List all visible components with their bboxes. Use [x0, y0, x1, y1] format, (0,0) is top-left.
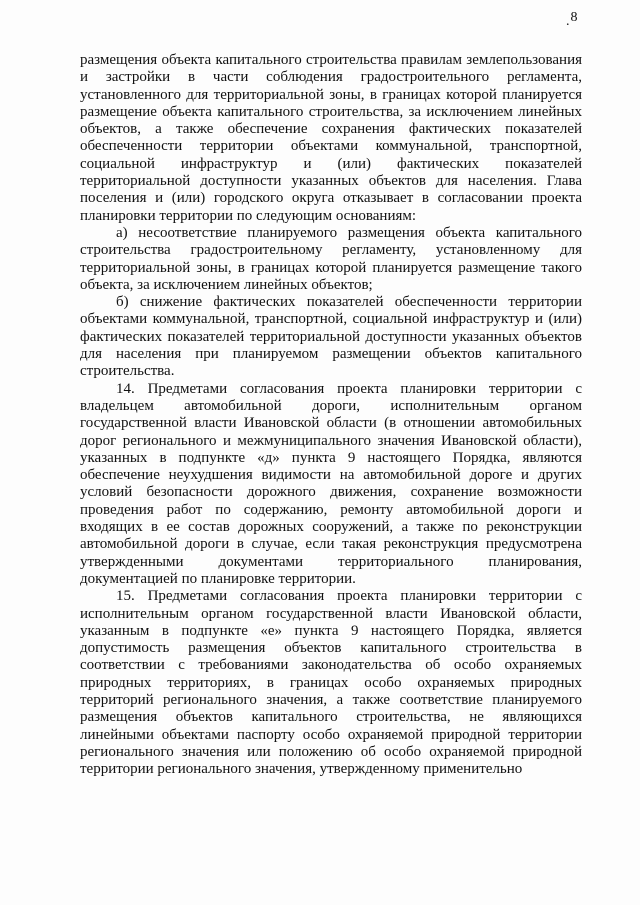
page-number [566, 10, 578, 29]
page-number-value: 8 [570, 10, 578, 25]
paragraph-clause-15: 15. Предметами согласования проекта планировки территории с исполнительным органом государственной власти Ивановской области, указанным в подпункте «е» пункта 9 настоящего Порядка, является допустимость размещения объектов капитального строительства в соответствии с требованиями законодательства об особо охраняемых природных территориях, в границах особо охраняемых природных территорий регионального значения, а также соответствие планируемого размещения объектов капитального строительства, не являющихся линейными объектами паспорту особо охраняемой природной территории регионального значения или положению об особо охраняемой природной территории регионального значения, утвержденному применительно [80, 588, 582, 778]
document-body [80, 52, 582, 778]
paragraph-item-a: а) несоответствие планируемого размещения объекта капитального строительства градостроительному регламенту, установленному для территориальной зоны, в границах которой планируется размещение такого объекта, за исключением линейных объектов; [80, 224, 582, 293]
paragraph-clause-14: 14. Предметами согласования проекта планировки территории с владельцем автомобильной дороги, исполнительным органом государственной власти Ивановской области (в отношении автомобильных дорог регионального и межмуниципального значения Ивановской области), указанных в подпункте «д» пункта 9 настоящего Порядка, являются обеспечение неухудшения видимости на автомобильной дороге и других условий безопасности дорожного движения, сохранение возможности проведения работ по содержанию, ремонту автомобильной дороги и входящих в ее состав дорожных сооружений, а также по реконструкции автомобильной дороги в случае, если такая реконструкция предусмотрена утвержденными документами территориального планирования, документацией по планировке территории. [80, 380, 582, 587]
paragraph-continuation: размещения объекта капитального строительства правилам землепользования и застройки в части соблюдения градостроительного регламента, установленного для территориальной зоны, в границах которой планируется размещение объекта капитального строительства, за исключением линейных объектов, а также обеспечение сохранения фактических показателей обеспеченности территории объектами коммунальной, транспортной, социальной инфраструктур и (или) фактических показателей территориальной доступности указанных объектов для населения. Глава поселения и (или) городского округа отказывает в согласовании проекта планировки территории по следующим основаниям: [80, 52, 582, 224]
paragraph-item-b: б) снижение фактических показателей обеспеченности территории объектами коммунальной, транспортной, социальной инфраструктур и (или) фактических показателей территориальной доступности указанных объектов для населения при планируемом размещении объектов капитального строительства. [80, 294, 582, 380]
page-number-dot: . [566, 14, 570, 29]
